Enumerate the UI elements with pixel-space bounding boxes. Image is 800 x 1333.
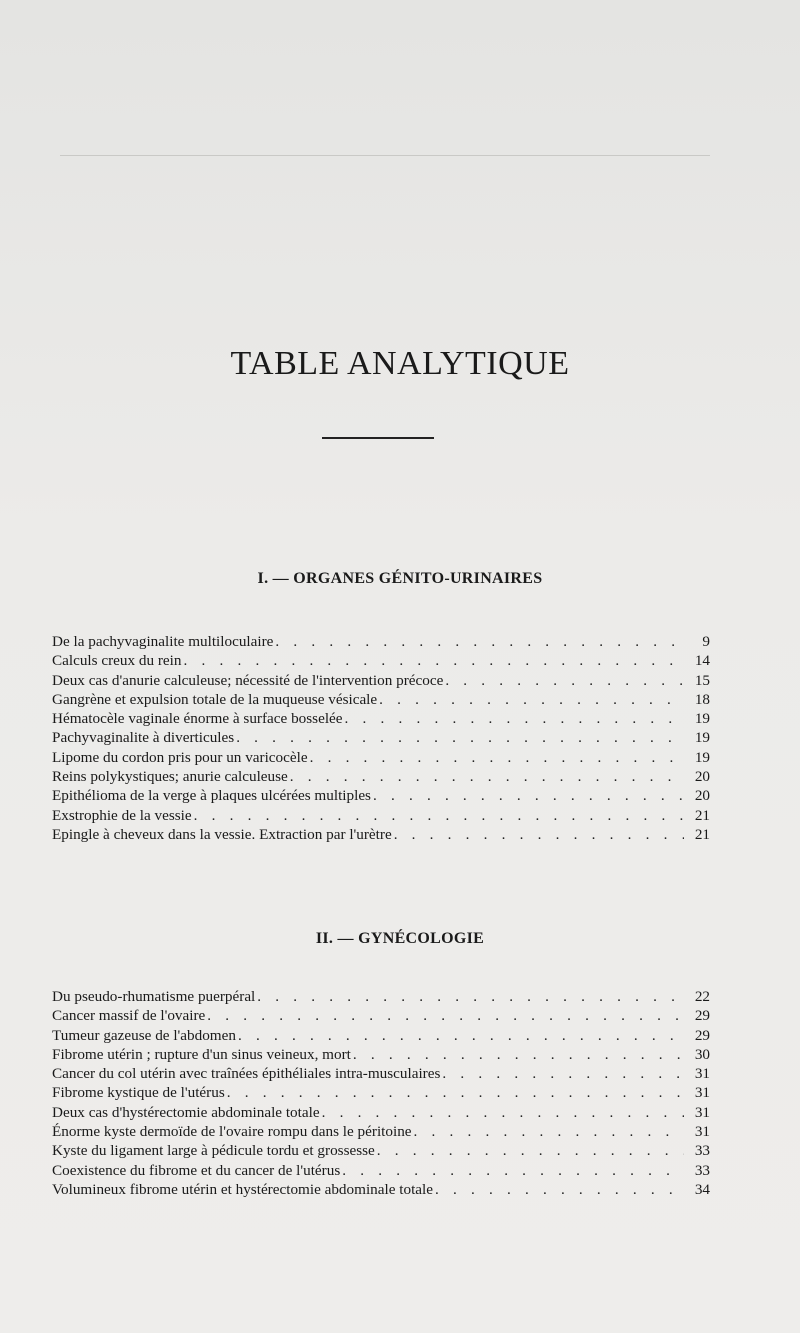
toc-entry: [52, 672, 710, 691]
toc-entry-page-number: 20: [694, 787, 710, 805]
toc-entry: [52, 652, 710, 671]
toc-entry-page-number: 31: [694, 1103, 710, 1121]
toc-entry-title: De la pachyvaginalite multiloculaire: [52, 633, 274, 650]
toc-entry: [52, 1162, 710, 1181]
dot-leader: [194, 807, 684, 825]
toc-entry-title: Exstrophie de la vessie: [52, 806, 192, 824]
dot-leader: [322, 1104, 684, 1122]
toc-entry-page-number: 21: [694, 825, 710, 843]
dot-leader: [379, 691, 684, 709]
toc-entry-page-number: 18: [694, 690, 710, 708]
toc-entry-title: Reins polykystiques; anurie calculeuse: [52, 768, 288, 786]
title-rule: [322, 437, 434, 439]
toc-entry-page-number: 33: [694, 1161, 710, 1179]
dot-leader: [310, 749, 684, 767]
toc-entry-page-number: 31: [694, 1065, 710, 1083]
dot-leader: [373, 787, 684, 805]
toc-entry-page-number: 19: [694, 710, 710, 728]
toc-entry: [52, 826, 710, 845]
toc-entry-page-number: 30: [694, 1045, 710, 1063]
dot-leader: [290, 768, 684, 786]
dot-leader: [342, 1162, 684, 1180]
dot-leader: [414, 1123, 684, 1141]
dot-leader: [435, 1181, 684, 1199]
toc-entry-page-number: 33: [694, 1142, 710, 1160]
dot-leader: [445, 672, 684, 690]
toc-entry-title: Gangrène et expulsion totale de la muqueuse vésicale: [52, 690, 378, 708]
toc-entry-title: Lipome du cordon pris pour un varicocèle: [52, 748, 308, 766]
toc-entry-page-number: 21: [694, 806, 710, 824]
toc-entry: [52, 807, 710, 826]
toc-entry: [52, 1007, 710, 1026]
faded-header-rule: [60, 155, 710, 156]
toc-entry-title: Du pseudo-rhumatisme puerpéral: [52, 988, 256, 1005]
toc-entry: [52, 1084, 710, 1103]
section-heading-gynecologie: II. — GYNÉCOLOGIE: [315, 930, 485, 947]
toc-entry-title: Volumineux fibrome utérin et hystérectomie abdominale totale: [52, 1180, 433, 1198]
dot-leader: [377, 1142, 684, 1160]
toc-entry-page-number: 19: [694, 748, 710, 766]
toc-entry-page-number: 29: [694, 1026, 710, 1044]
section-heading-genito-urinaires: I. — ORGANES GÉNITO-URINAIRES: [257, 570, 543, 587]
toc-entry-title: Epithélioma de la verge à plaques ulcérées multiples: [52, 787, 371, 805]
toc-entry: [52, 1104, 710, 1123]
dot-leader: [183, 652, 684, 670]
dot-leader: [275, 633, 684, 651]
toc-entry-title: Cancer du col utérin avec traînées épithéliales intra-musculaires: [52, 1065, 441, 1083]
toc-entry-page-number: 14: [694, 652, 710, 670]
dot-leader: [345, 710, 684, 728]
toc-entry: [52, 1065, 710, 1084]
toc-entry-page-number: 29: [694, 1007, 710, 1025]
toc-entry-title: Deux cas d'hystérectomie abdominale totale: [52, 1103, 320, 1121]
toc-entry-title: Calculs creux du rein: [52, 652, 182, 670]
toc-entry-title: Epingle à cheveux dans la vessie. Extraction par l'urètre: [52, 825, 392, 843]
toc-entry-page-number: 15: [694, 671, 710, 689]
dot-leader: [257, 988, 684, 1006]
toc-entry: [52, 787, 710, 806]
toc-entry-title: Pachyvaginalite à diverticules: [52, 729, 235, 747]
toc-entry: [52, 749, 710, 768]
dot-leader: [238, 1027, 684, 1045]
toc-entry-page-number: 34: [694, 1180, 710, 1198]
toc-entry: [52, 633, 710, 652]
toc-entry-title: Coexistence du fibrome et du cancer de l'utérus: [52, 1161, 341, 1179]
toc-entry-page-number: 20: [694, 768, 710, 786]
page-title: TABLE ANALYTIQUE: [230, 345, 570, 382]
toc-entry-page-number: 22: [694, 988, 710, 1005]
dot-leader: [227, 1084, 684, 1102]
toc-entry: [52, 1123, 710, 1142]
dot-leader: [442, 1065, 684, 1083]
toc-entry-title: Hématocèle vaginale énorme à surface bosselée: [52, 710, 343, 728]
toc-entry: [52, 1027, 710, 1046]
toc-entry: [52, 768, 710, 787]
toc-entry-page-number: 9: [702, 633, 710, 650]
toc-list-gynecologie: [52, 988, 710, 1200]
toc-entry-title: Tumeur gazeuse de l'abdomen: [52, 1026, 236, 1044]
dot-leader: [353, 1046, 684, 1064]
toc-entry-title: Kyste du ligament large à pédicule tordu et grossesse: [52, 1142, 375, 1160]
toc-entry: [52, 691, 710, 710]
toc-entry: [52, 1142, 710, 1161]
toc-entry-title: Deux cas d'anurie calculeuse; nécessité de l'intervention précoce: [52, 671, 444, 689]
toc-entry-page-number: 31: [694, 1123, 710, 1141]
toc-entry-page-number: 31: [694, 1084, 710, 1102]
toc-entry: [52, 1181, 710, 1200]
toc-entry: [52, 1046, 710, 1065]
toc-entry: [52, 988, 710, 1007]
toc-entry-title: Fibrome utérin ; rupture d'un sinus veineux, mort: [52, 1045, 351, 1063]
toc-entry: [52, 729, 710, 748]
toc-list-genito-urinaires: [52, 633, 710, 845]
dot-leader: [394, 826, 684, 844]
toc-entry-title: Fibrome kystique de l'utérus: [52, 1084, 225, 1102]
toc-entry-title: Cancer massif de l'ovaire: [52, 1007, 206, 1025]
toc-entry: [52, 710, 710, 729]
toc-entry-page-number: 19: [694, 729, 710, 747]
dot-leader: [236, 729, 684, 747]
dot-leader: [207, 1007, 684, 1025]
toc-entry-title: Énorme kyste dermoïde de l'ovaire rompu dans le péritoine: [52, 1123, 412, 1141]
